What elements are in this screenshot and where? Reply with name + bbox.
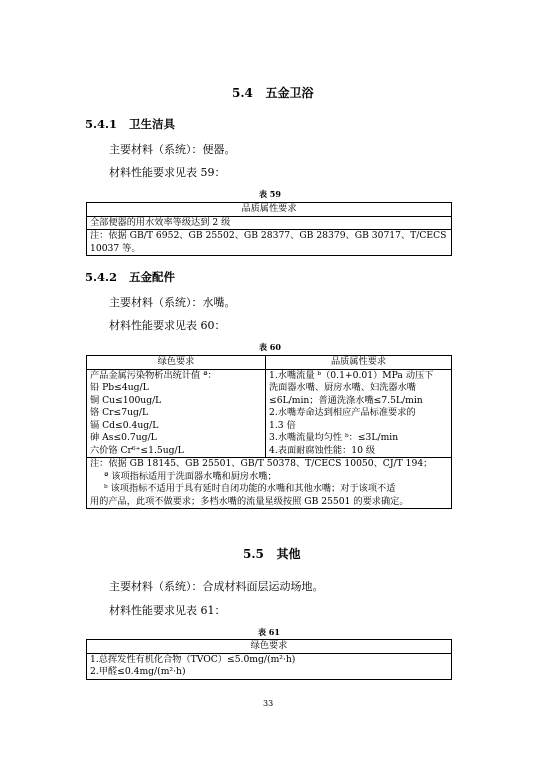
note-line: 用的产品，此项不做要求；多档水嘴的流量星级按照 GB 25501 的要求确定。 <box>90 495 409 507</box>
cell-line: 洗面器水嘴、厨房水嘴、妇洗器水嘴 <box>269 382 416 393</box>
paragraph-performance-ref: 材料性能要求见表 61： <box>109 604 226 617</box>
cell-line: 3.水嘴流量均匀性 ᵇ：≤3L/min <box>269 432 399 443</box>
subsection-number: 5.4.2 <box>85 270 118 284</box>
table-60-caption: 表 60 <box>259 342 281 352</box>
cell-line: 铜 Cu≤100ug/L <box>90 394 162 406</box>
paragraph-main-material: 主要材料（系统）：水嘴。 <box>109 296 236 309</box>
section-heading-5-4 <box>232 84 313 101</box>
table-59 <box>86 202 452 256</box>
note-line: 10037 等。 <box>90 242 141 254</box>
section-heading-5-5 <box>243 545 300 562</box>
cell-line: 2.水嘴寿命达到相应产品标准要求的 <box>269 407 416 418</box>
table-cell: 全部便器的用水效率等级达到 2 级 <box>87 216 452 230</box>
cell-line: 铬 Cr≤7ug/L <box>90 407 149 418</box>
cell-line: 1.水嘴流量 ᵇ（0.1+0.01）MPa 动压下 <box>269 369 434 381</box>
cell-line: 铅 Pb≤4ug/L <box>90 382 149 393</box>
cell-line: ≤6L/min；普通洗涤水嘴≤7.5L/min <box>269 394 423 406</box>
table-cell <box>87 653 452 679</box>
green-requirements-cell <box>87 369 266 458</box>
cell-line: 镉 Cd≤0.4ug/L <box>90 419 159 431</box>
subsection-title: 卫生洁具 <box>129 117 176 131</box>
cell-line: 4.表面耐腐蚀性能：10 级 <box>269 444 376 456</box>
quality-requirements-cell <box>266 369 452 458</box>
cell-line: 六价铬 Cr⁶⁺≤1.5ug/L <box>90 444 184 456</box>
paragraph-performance-ref: 材料性能要求见表 60： <box>109 319 226 332</box>
table-59-caption: 表 59 <box>259 189 281 199</box>
section-title: 其他 <box>276 547 301 561</box>
cell-line: 产品金属污染物析出统计值 ª： <box>90 369 217 381</box>
section-title: 五金卫浴 <box>265 86 314 100</box>
table-header: 品质属性要求 <box>87 203 452 217</box>
table-60 <box>86 355 452 509</box>
paragraph-main-material: 主要材料（系统）：便器。 <box>109 143 236 156</box>
table-61 <box>86 639 452 680</box>
cell-line: 1.总挥发性有机化合物（TVOC）≤5.0mg/(m²·h) <box>90 653 296 665</box>
cell-line: 1.3 倍 <box>269 419 296 431</box>
table-note <box>87 230 452 256</box>
table-note <box>87 458 452 509</box>
section-number: 5.4 <box>232 86 253 100</box>
section-number: 5.5 <box>243 547 264 561</box>
note-line: ᵇ 该项指标不适用于具有延时自闭功能的水嘴和其他水嘴；对于该项不适 <box>104 483 396 494</box>
note-line: 注：依据 GB 18145、GB 25501、GB/T 50378、T/CECS 10050、CJ/T 194； <box>90 458 433 469</box>
note-line: 注：依据 GB/T 6952、GB 25502、GB 28377、GB 28379、GB 30717、T/CECS <box>90 230 447 241</box>
cell-line: 2.甲醛≤0.4mg/(m²·h) <box>90 666 186 677</box>
subsection-title: 五金配件 <box>129 270 176 284</box>
subsection-heading-5-4-1 <box>85 116 175 132</box>
table-header: 绿色要求 <box>87 640 452 654</box>
table-header-green: 绿色要求 <box>87 356 266 370</box>
table-header-quality: 品质属性要求 <box>266 356 452 370</box>
page-number: 33 <box>263 699 274 708</box>
table-61-caption: 表 61 <box>258 627 280 637</box>
paragraph-performance-ref: 材料性能要求见表 59： <box>109 166 226 179</box>
subsection-number: 5.4.1 <box>85 117 118 131</box>
paragraph-main-material: 主要材料（系统）：合成材料面层运动场地。 <box>109 580 324 593</box>
note-line: ª 该项指标适用于洗面器水嘴和厨房水嘴； <box>104 470 277 482</box>
subsection-heading-5-4-2 <box>85 269 175 285</box>
cell-line: 砷 As≤0.7ug/L <box>90 432 157 443</box>
